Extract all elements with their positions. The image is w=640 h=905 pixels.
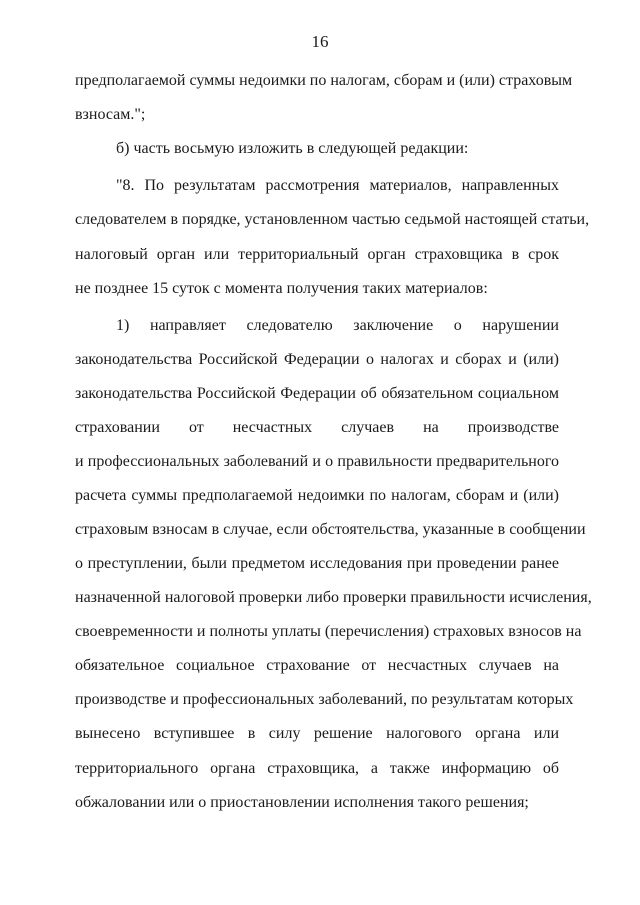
text-line: предполагаемой суммы недоимки по налогам, сборам и (или) страховым — [75, 72, 573, 89]
text-line: законодательства Российской Федерации об обязательном социальном — [75, 385, 559, 402]
text-line: вынесено вступившее в силу решение налогового органа или — [75, 725, 559, 742]
text-line: 1) направляет следователю заключение о нарушении — [116, 317, 559, 334]
text-line: обязательное социальное страхование от несчастных случаев на — [75, 657, 559, 674]
text-line: расчета суммы предполагаемой недоимки по налогам, сборам и (или) — [75, 487, 559, 504]
text-line: страховании от несчастных случаев на производстве — [75, 419, 559, 436]
text-line: взносам."; — [75, 106, 146, 123]
text-line: своевременности и полноты уплаты (перечисления) страховых взносов на — [75, 623, 582, 640]
text-line: б) часть восьмую изложить в следующей редакции: — [116, 140, 469, 157]
text-line: производстве и профессиональных заболеваний, по результатам которых — [75, 691, 574, 708]
text-line: "8. По результатам рассмотрения материалов, направленных — [116, 177, 559, 194]
text-line: обжаловании или о приостановлении исполнения такого решения; — [75, 794, 529, 811]
page-number: 16 — [311, 32, 329, 51]
text-line: назначенной налоговой проверки либо проверки правильности исчисления, — [75, 589, 592, 606]
text-line: территориального органа страховщика, а также информацию об — [75, 760, 559, 777]
text-line: и профессиональных заболеваний и о правильности предварительного — [75, 453, 559, 470]
text-line: страховым взносам в случае, если обстоятельства, указанные в сообщении — [75, 521, 586, 538]
text-line: налоговый орган или территориальный орган страховщика в срок — [75, 246, 559, 263]
text-line: о преступлении, были предметом исследования при проведении ранее — [75, 555, 559, 572]
text-line: не позднее 15 суток с момента получения таких материалов: — [75, 280, 488, 297]
text-line: законодательства Российской Федерации о налогах и сборах и (или) — [75, 351, 559, 368]
text-line: следователем в порядке, установленном частью седьмой настоящей статьи, — [75, 211, 590, 228]
